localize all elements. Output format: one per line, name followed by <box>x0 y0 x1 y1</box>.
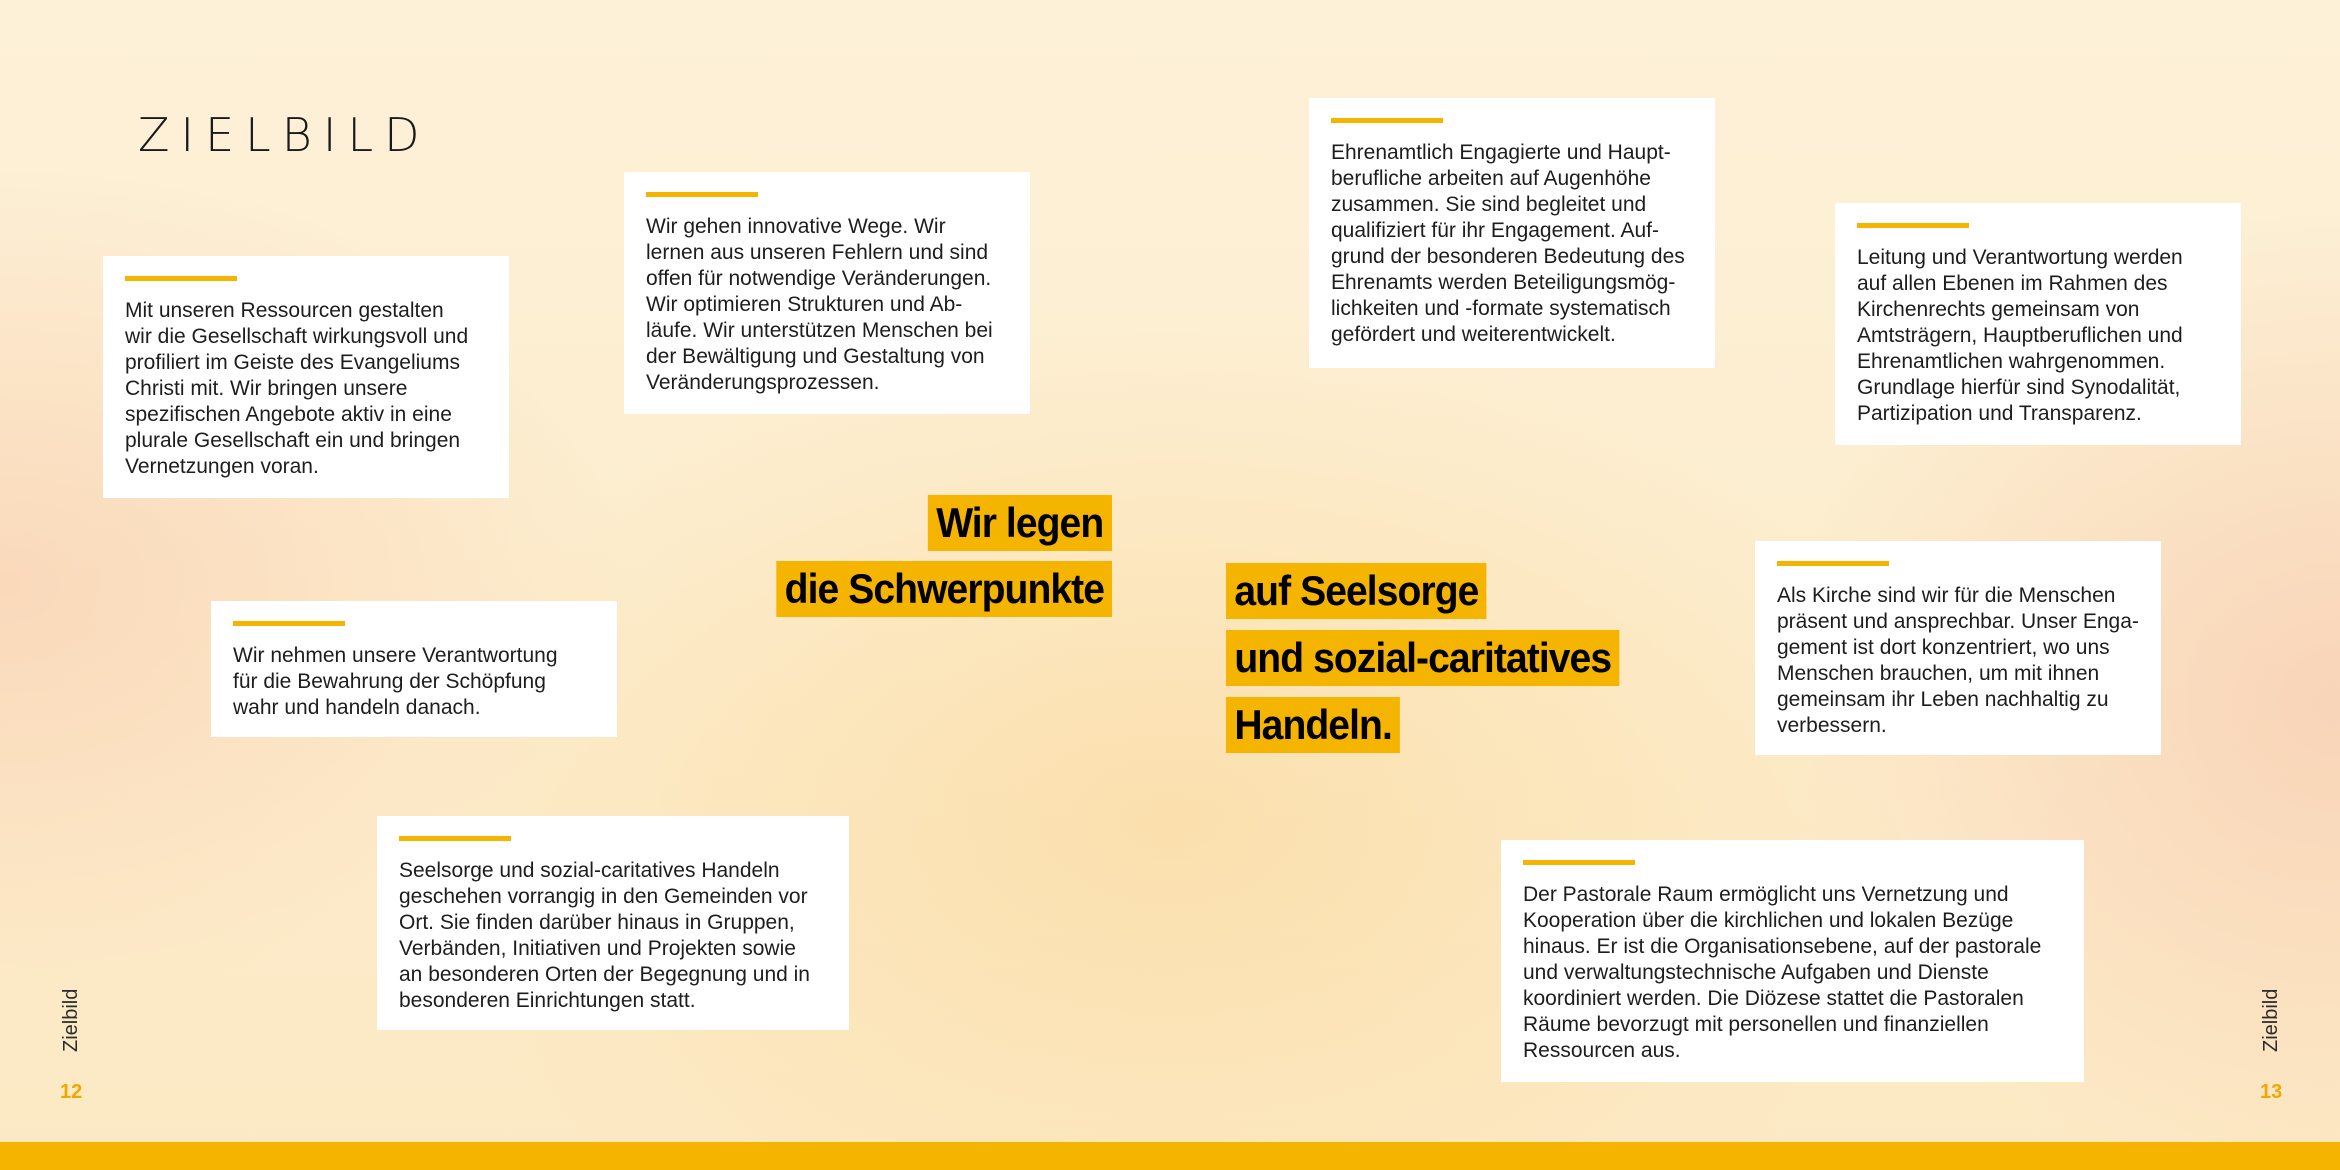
card-text: Mit unseren Ressourcen gestalten wir die Gesellschaft wirkungsvoll und profiliert im Geiste des Evangeliums Christi mit. Wir bringen unsere spezifischen Angebote aktiv in eine plurale Gesellschaft ein und bringen Vernetzungen voran. <box>125 299 469 478</box>
side-label-left: Zielbild <box>60 988 82 1052</box>
side-label-right: Zielbild <box>2260 988 2282 1052</box>
accent-bar <box>1331 118 1443 123</box>
accent-bar <box>1777 561 1889 566</box>
text-card-leitung <box>1835 203 2241 445</box>
headline-line: Wir legen <box>928 495 1112 551</box>
accent-bar <box>399 836 511 841</box>
card-text: Der Pastorale Raum ermöglicht uns Vernetzung und Kooperation über die kirchlichen und lokalen Bezüge hinaus. Er ist die Organisationsebene, auf der pastorale und verwaltungstechnische Aufgaben und Dienste koordiniert werden. Die Diözese stattet die Pastoralen Räume bevorzugt mit personellen und finanziellen Ressourcen aus. <box>1523 883 2042 1062</box>
headline-line: und sozial-caritatives <box>1226 630 1620 686</box>
accent-bar <box>125 276 237 281</box>
bottom-accent-band <box>0 1142 2340 1170</box>
card-text: Leitung und Verantwortung werden auf allen Ebenen im Rahmen des Kirchenrechts gemeinsam von Amtsträgern, Hauptberuflichen und Ehrenamtlichen wahrgenommen. Grundlage hierfür sind Synodalität, Partizipation und Transparenz. <box>1857 246 2183 425</box>
accent-bar <box>233 621 345 626</box>
card-text: Als Kirche sind wir für die Menschen präsent und ansprechbar. Unser Enga- gement ist dort konzentriert, wo uns Menschen brauchen, um mit ihnen gemeinsam ihr Leben nachhaltig zu verbessern. <box>1777 584 2139 737</box>
text-card-kirche <box>1755 541 2161 755</box>
accent-bar <box>1523 860 1635 865</box>
page-number-left: 12 <box>60 1081 83 1103</box>
card-text: Wir nehmen unsere Verantwortung für die Bewahrung der Schöpfung wahr und handeln danach. <box>233 644 558 719</box>
page-title: ZIELBILD <box>138 108 431 162</box>
text-card-pastoraler-raum <box>1501 840 2084 1082</box>
text-card-seelsorge <box>377 816 849 1030</box>
headline-line: auf Seelsorge <box>1226 563 1487 619</box>
card-text: Wir gehen innovative Wege. Wir lernen aus unseren Fehlern und sind offen für notwendige Veränderungen. Wir optimieren Strukturen und Ab- läufe. Wir unterstützen Menschen bei der Bewältigung und Gestaltung von Veränderungsprozessen. <box>646 215 993 394</box>
headline-line: die Schwerpunkte <box>776 561 1112 617</box>
card-text: Ehrenamtlich Engagierte und Haupt- berufliche arbeiten auf Augenhöhe zusammen. Sie sind begleitet und qualifiziert für ihr Engagement. Auf- grund der besonderen Bedeutung des Ehrenamts werden Beteiligungsmög- lichkeiten und -formate systematisch gefördert und weiterentwickelt. <box>1331 141 1685 346</box>
card-text: Seelsorge und sozial-caritatives Handeln geschehen vorrangig in den Gemeinden vor Ort. Sie finden darüber hinaus in Gruppen, Verbänden, Initiativen und Projekten sowie an besonderen Orten der Begegnung und in besonderen Einrichtungen statt. <box>399 859 810 1012</box>
accent-bar <box>646 192 758 197</box>
page-number-right: 13 <box>2260 1081 2283 1103</box>
text-card-ressourcen <box>103 256 509 498</box>
text-card-ehrenamt <box>1309 98 1715 368</box>
text-card-innovation <box>624 172 1030 414</box>
text-card-schoepfung <box>211 601 617 737</box>
accent-bar <box>1857 223 1969 228</box>
headline-line: Handeln. <box>1226 697 1400 753</box>
